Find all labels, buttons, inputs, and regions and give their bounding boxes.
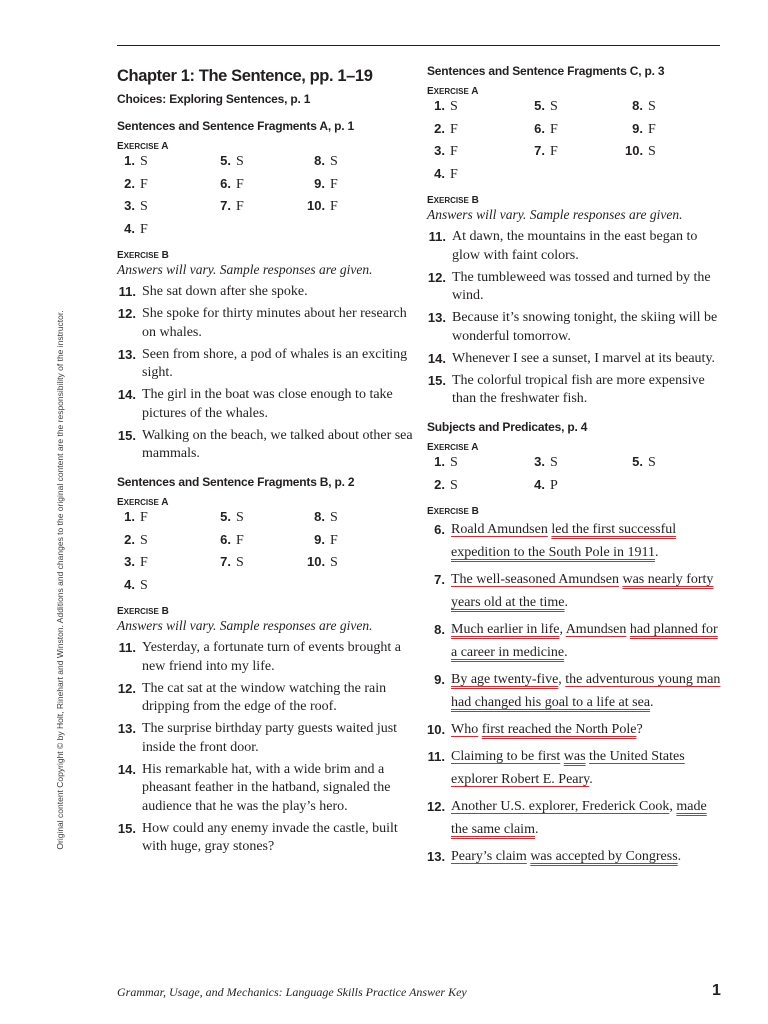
answer-grid	[117, 509, 417, 599]
text-segment: ,	[559, 622, 566, 637]
answer-number: 4.	[434, 165, 445, 181]
answer-item	[527, 121, 625, 144]
item-text: Seen from shore, a pod of whales is an exciting sight.	[142, 346, 408, 380]
exercise-b-label: EXERCISE B	[427, 195, 479, 206]
answers-vary-note: Answers will vary. Sample responses are given.	[117, 618, 373, 633]
answer-item	[117, 198, 213, 221]
answer-number: 8.	[314, 153, 325, 168]
chapter-title: Chapter 1: The Sentence, pp. 1–19	[117, 67, 373, 85]
list-item	[117, 639, 417, 676]
exercise-a-label: EXERCISE A	[427, 86, 479, 97]
item-text: His remarkable hat, with a wide brim and a pheasant feather in the hatband, signaled the audience that he was the play’s hero.	[142, 761, 391, 814]
answer-item	[213, 198, 307, 221]
answer-number: 10.	[307, 198, 326, 213]
item-text: The tumbleweed was tossed and turned by the wind.	[452, 269, 711, 303]
list-item	[117, 427, 417, 464]
predicate-segment: made the same claim	[451, 799, 707, 837]
answer-number: 4.	[124, 220, 135, 236]
answer-item	[427, 121, 527, 144]
item-text: The cat sat at the window watching the rain dripping from the edge of the roof.	[142, 680, 387, 714]
answer-item	[527, 143, 625, 166]
answer-number: 9.	[314, 531, 325, 547]
answer-value: P	[550, 477, 558, 493]
answer-number: 6.	[534, 120, 545, 136]
answer-number: 10.	[625, 143, 644, 158]
item-text: How could any enemy invade the castle, built with huge, gray stones?	[142, 820, 398, 854]
answer-value: F	[450, 121, 458, 137]
exercise-b-label: EXERCISE B	[117, 606, 169, 617]
answer-item	[213, 509, 307, 532]
answer-number: 5.	[220, 509, 231, 524]
answer-item	[307, 198, 401, 221]
item-number: 15.	[117, 820, 136, 836]
answer-item	[625, 143, 723, 166]
text-segment: ,	[669, 799, 677, 814]
item-text	[451, 745, 727, 791]
answer-number: 1.	[434, 454, 445, 469]
text-segment: ,	[558, 672, 566, 687]
answer-value: S	[140, 199, 148, 214]
answer-value: S	[648, 144, 656, 159]
item-number: 13.	[117, 346, 136, 362]
predicate-segment: was	[563, 749, 586, 764]
text-segment: .	[564, 645, 568, 660]
answer-number: 9.	[632, 120, 643, 136]
answer-number: 2.	[434, 476, 445, 492]
copyright-sidebar: Original content Copyright © by Holt, Rinehart and Winston. Additions and changes to the original content are the responsibility of the instructor.	[55, 310, 65, 850]
item-text	[451, 618, 727, 664]
answer-item	[625, 454, 723, 477]
item-text	[451, 795, 727, 841]
text-segment: .	[650, 695, 654, 710]
answer-value: S	[450, 477, 458, 493]
item-number: 8.	[434, 622, 445, 637]
exercise-b-label: EXERCISE B	[117, 250, 169, 261]
list-item	[427, 568, 727, 614]
list-item	[427, 269, 727, 306]
answer-value: S	[330, 555, 338, 570]
item-number: 11.	[428, 229, 446, 244]
item-number: 15.	[427, 372, 446, 388]
answer-item	[527, 98, 625, 121]
item-text	[451, 518, 727, 564]
list-item	[117, 386, 417, 423]
item-text: Because it’s snowing tonight, the skiing will be wonderful tomorrow.	[452, 310, 718, 344]
answer-value: F	[330, 532, 338, 548]
left-column	[117, 64, 417, 860]
answer-item	[427, 143, 527, 166]
answer-item	[527, 454, 625, 477]
answer-item	[427, 477, 527, 500]
list-item	[427, 518, 727, 564]
list-item	[117, 680, 417, 717]
item-number: 14.	[427, 350, 446, 366]
item-number: 12.	[117, 680, 136, 696]
answer-number: 9.	[314, 175, 325, 191]
item-number: 12.	[427, 799, 446, 814]
subject-segment: The well-seasoned Amundsen	[451, 572, 619, 587]
item-number: 15.	[117, 427, 136, 443]
item-text	[451, 845, 727, 868]
answer-value: S	[140, 154, 148, 169]
answer-number: 7.	[220, 198, 231, 213]
item-text	[451, 668, 727, 714]
answer-value: S	[236, 555, 244, 570]
answer-number: 7.	[220, 554, 231, 569]
answer-value: S	[140, 577, 148, 593]
list-item	[117, 283, 417, 302]
predicate-segment: By age twenty-five	[451, 672, 559, 687]
item-text: At dawn, the mountains in the east began to glow with faint colors.	[452, 229, 698, 263]
answer-number: 3.	[534, 454, 545, 469]
item-text	[451, 568, 727, 614]
answer-item	[117, 509, 213, 532]
list-item	[427, 845, 727, 868]
answer-number: 1.	[124, 153, 135, 168]
answer-grid	[117, 153, 417, 243]
item-number: 11.	[118, 284, 136, 299]
answer-item	[625, 121, 723, 144]
subject-segment: Amundsen	[565, 622, 627, 637]
item-number: 11.	[118, 640, 136, 655]
item-number: 11.	[427, 749, 445, 764]
text-segment: .	[655, 545, 659, 560]
answer-value: F	[140, 176, 148, 192]
list-item	[427, 309, 727, 346]
item-number: 14.	[117, 761, 136, 777]
list-item	[427, 795, 727, 841]
answer-number: 6.	[220, 175, 231, 191]
answer-number: 2.	[124, 175, 135, 191]
answer-value: F	[648, 121, 656, 137]
section-c-heading: Sentences and Sentence Fragments C, p. 3	[427, 64, 665, 78]
answer-value: S	[140, 532, 148, 548]
answer-value: F	[236, 532, 244, 548]
answer-item	[213, 554, 307, 577]
answer-number: 5.	[534, 98, 545, 113]
answer-value: S	[550, 99, 558, 114]
answer-number: 4.	[124, 576, 135, 592]
item-number: 13.	[427, 849, 446, 864]
item-text: Walking on the beach, we talked about other sea mammals.	[142, 427, 413, 461]
exercise-a-label: EXERCISE A	[427, 442, 479, 453]
answer-value: S	[236, 154, 244, 169]
underlined-sentence-list	[427, 518, 727, 868]
list-item	[427, 718, 727, 741]
answer-value: F	[550, 144, 558, 159]
answer-number: 5.	[632, 454, 643, 469]
list-item	[117, 820, 417, 857]
subject-segment: Another U.S. explorer, Frederick Cook	[451, 799, 670, 814]
answer-number: 2.	[434, 120, 445, 136]
answer-value: S	[450, 455, 458, 470]
list-item	[117, 346, 417, 383]
item-number: 12.	[427, 269, 446, 285]
item-number: 9.	[434, 672, 445, 687]
subject-segment: Roald Amundsen	[451, 522, 548, 537]
subject-segment: the adventurous young man	[565, 672, 721, 687]
sentence-list	[117, 639, 417, 857]
item-number: 12.	[117, 306, 136, 321]
item-number: 10.	[427, 722, 446, 737]
list-item	[427, 745, 727, 791]
answer-number: 3.	[434, 143, 445, 158]
right-column	[427, 64, 727, 872]
answer-number: 2.	[124, 531, 135, 547]
footer-title: Grammar, Usage, and Mechanics: Language Skills Practice Answer Key	[117, 985, 467, 999]
answer-number: 3.	[124, 198, 135, 213]
answer-number: 8.	[632, 98, 643, 113]
answer-value: F	[330, 199, 338, 214]
answers-vary-note: Answers will vary. Sample responses are given.	[117, 262, 373, 277]
item-number: 13.	[117, 721, 136, 736]
exercise-a-label: EXERCISE A	[117, 497, 169, 508]
answer-number: 3.	[124, 554, 135, 569]
answer-grid	[427, 98, 727, 188]
answer-value: S	[236, 510, 244, 525]
predicate-segment: was accepted by Congress	[530, 849, 678, 864]
text-segment: .	[534, 822, 539, 837]
list-item	[117, 305, 417, 342]
subject-segment: Claiming to be first	[451, 749, 561, 764]
answer-value: F	[140, 221, 148, 237]
list-item	[427, 228, 727, 265]
answer-value: F	[236, 176, 244, 192]
predicate-segment: Much earlier in life	[451, 622, 560, 637]
answer-item	[427, 98, 527, 121]
answer-item	[307, 554, 401, 577]
answer-value: S	[330, 510, 338, 525]
answer-item	[307, 509, 401, 532]
item-text: The surprise birthday party guests waited just inside the front door.	[142, 721, 398, 755]
answer-item	[527, 477, 625, 500]
list-item	[117, 720, 417, 757]
answer-item	[307, 532, 401, 555]
item-text: She spoke for thirty minutes about her research on whales.	[142, 306, 407, 340]
answer-value: F	[550, 121, 558, 137]
item-text: She sat down after she spoke.	[142, 284, 308, 299]
answer-item	[117, 176, 213, 199]
answer-item	[307, 176, 401, 199]
page-number: 1	[712, 982, 721, 999]
predicate-segment: first reached the North Pole	[481, 722, 637, 737]
list-item	[427, 372, 727, 409]
answer-item	[427, 166, 527, 189]
predicate-segment: had planned for a career in medicine	[451, 622, 718, 660]
answer-number: 5.	[220, 153, 231, 168]
exercise-b-label: EXERCISE B	[427, 506, 479, 517]
answer-item	[427, 454, 527, 477]
subject-segment: Peary’s claim	[451, 849, 527, 864]
predicate-segment: was nearly forty years old at the time	[451, 572, 714, 610]
answer-item	[117, 221, 213, 244]
subject-segment: the United States explorer Robert E. Peary	[451, 749, 685, 787]
answer-value: F	[330, 176, 338, 192]
answer-item	[117, 577, 213, 600]
choices-heading: Choices: Exploring Sentences, p. 1	[117, 92, 311, 106]
answer-number: 7.	[534, 143, 545, 158]
answer-item	[307, 153, 401, 176]
answer-number: 10.	[307, 554, 326, 569]
exercise-a-label: EXERCISE A	[117, 141, 169, 152]
answer-value: F	[140, 555, 148, 570]
text-segment: .	[677, 849, 682, 864]
section-b-heading: Sentences and Sentence Fragments B, p. 2	[117, 475, 355, 489]
answer-item	[213, 176, 307, 199]
list-item	[427, 618, 727, 664]
sentence-list	[427, 228, 727, 409]
answer-value: S	[550, 455, 558, 470]
answer-item	[625, 98, 723, 121]
item-number: 13.	[427, 310, 446, 325]
item-text	[451, 718, 727, 741]
answer-item	[213, 532, 307, 555]
answer-item	[213, 153, 307, 176]
list-item	[117, 761, 417, 817]
answer-value: S	[330, 154, 338, 169]
answer-value: S	[648, 99, 656, 114]
section-d-heading: Subjects and Predicates, p. 4	[427, 420, 588, 434]
predicate-segment: led the first successful expedition to the South Pole in 1911	[451, 522, 677, 560]
answer-value: S	[648, 455, 656, 470]
item-text: Whenever I see a sunset, I marvel at its beauty.	[452, 350, 716, 366]
answer-item	[117, 532, 213, 555]
top-rule	[117, 45, 720, 46]
answer-grid	[427, 454, 727, 499]
answer-number: 1.	[124, 509, 135, 524]
answer-item	[117, 554, 213, 577]
answer-number: 8.	[314, 509, 325, 524]
list-item	[427, 668, 727, 714]
answer-value: F	[450, 144, 458, 159]
answer-value: S	[450, 99, 458, 114]
item-number: 7.	[434, 572, 445, 587]
answer-value: F	[450, 166, 458, 182]
answers-vary-note: Answers will vary. Sample responses are given.	[427, 207, 683, 222]
list-item	[427, 350, 727, 369]
item-text: The colorful tropical fish are more expensive than the freshwater fish.	[452, 372, 705, 406]
sentence-list	[117, 283, 417, 464]
item-number: 6.	[434, 522, 445, 537]
text-segment: .	[564, 595, 569, 610]
text-segment: .	[589, 772, 593, 787]
answer-number: 1.	[434, 98, 445, 113]
item-text: Yesterday, a fortunate turn of events brought a new friend into my life.	[142, 640, 401, 674]
section-a-heading: Sentences and Sentence Fragments A, p. 1	[117, 119, 354, 133]
answer-item	[117, 153, 213, 176]
answer-number: 6.	[220, 531, 231, 547]
answer-value: F	[140, 510, 148, 525]
text-segment: ?	[636, 722, 643, 737]
subject-segment: Who	[451, 722, 479, 737]
item-number: 14.	[117, 387, 136, 402]
answer-value: F	[236, 199, 244, 214]
item-text: The girl in the boat was close enough to take pictures of the whales.	[142, 387, 393, 421]
predicate-segment: had changed his goal to a life at sea	[451, 695, 651, 710]
answer-number: 4.	[534, 476, 545, 492]
